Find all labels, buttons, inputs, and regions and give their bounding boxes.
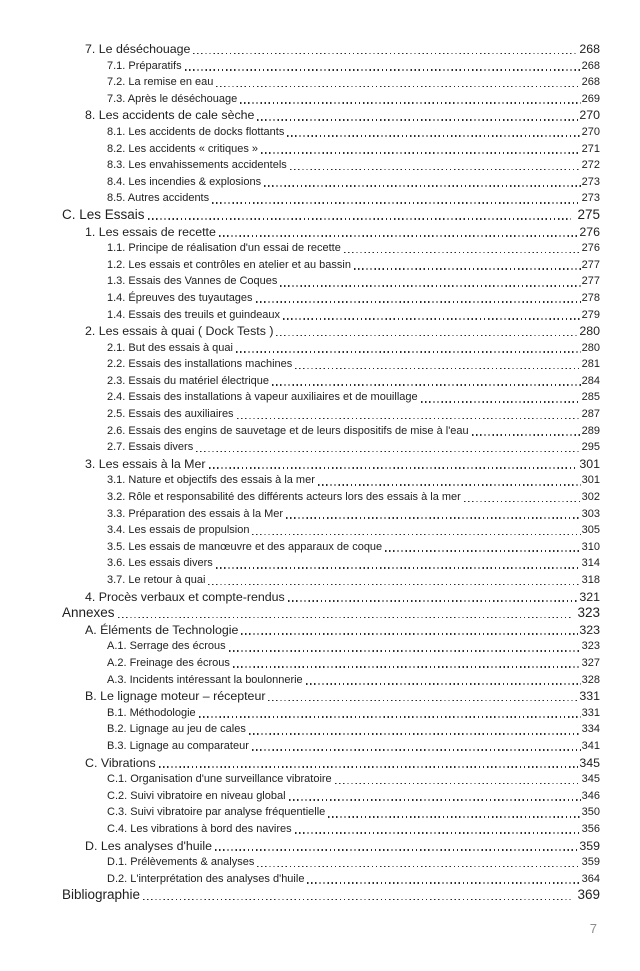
- toc-leader-dots: [219, 235, 578, 237]
- toc-entry-page: 356: [581, 822, 600, 835]
- toc-leader-dots: [193, 53, 578, 55]
- toc-leader-dots: [261, 152, 581, 154]
- toc-entry-page: 369: [577, 887, 600, 903]
- toc-entry-label: A. Éléments de Technologie: [85, 622, 239, 637]
- toc-entry-label: 8.2. Les accidents « critiques »: [107, 142, 259, 155]
- toc-entry-label: Annexes: [62, 605, 115, 621]
- toc-leader-dots: [159, 766, 579, 768]
- toc-leader-dots: [268, 700, 578, 702]
- toc-entry: [62, 323, 600, 340]
- toc-entry-page: 305: [581, 524, 600, 537]
- toc-entry: [62, 389, 600, 406]
- toc-entry: [62, 838, 600, 855]
- toc-entry-label: 8.4. Les incendies & explosions: [107, 175, 262, 188]
- toc-entry-page: 341: [581, 739, 600, 752]
- toc-entry: [62, 439, 600, 456]
- toc-entry-label: C.3. Suivi vibratoire par analyse fréquentielle: [107, 806, 326, 819]
- toc-leader-dots: [272, 384, 581, 386]
- toc-entry: [62, 273, 600, 290]
- toc-entry: [62, 738, 600, 755]
- toc-entry: [62, 721, 600, 738]
- toc-entry-label: 2.7. Essais divers: [107, 441, 194, 454]
- toc-entry: [62, 423, 600, 440]
- toc-entry-page: 271: [581, 142, 600, 155]
- toc-list: [62, 41, 600, 904]
- toc-entry-label: D.2. L'interprétation des analyses d'huile: [107, 872, 305, 885]
- toc-entry-label: 8.3. Les envahissements accidentels: [107, 159, 287, 172]
- toc-entry-label: 4. Procès verbaux et compte-rendus: [85, 589, 285, 604]
- toc-entry-label: A.1. Serrage des écrous: [107, 640, 226, 653]
- toc-entry-page: 323: [581, 640, 600, 653]
- toc-leader-dots: [335, 783, 581, 785]
- toc-entry: [62, 555, 600, 572]
- toc-entry-page: 345: [581, 773, 600, 786]
- toc-entry-page: 364: [581, 872, 600, 885]
- toc-entry: [62, 605, 600, 622]
- toc-entry: [62, 58, 600, 75]
- toc-entry-page: 321: [579, 589, 600, 604]
- toc-entry-label: 3. Les essais à la Mer: [85, 456, 206, 471]
- toc-leader-dots: [264, 185, 581, 187]
- toc-entry-page: 314: [581, 557, 600, 570]
- toc-leader-dots: [216, 567, 581, 569]
- toc-entry-page: 303: [581, 507, 600, 520]
- toc-leader-dots: [354, 268, 581, 270]
- toc-entry: [62, 522, 600, 539]
- toc-entry-page: 277: [581, 275, 600, 288]
- toc-leader-dots: [236, 351, 581, 353]
- toc-entry-page: 275: [577, 206, 600, 222]
- toc-entry-label: 8.1. Les accidents de docks flottants: [107, 125, 285, 138]
- toc-entry: [62, 755, 600, 772]
- toc-entry: [62, 307, 600, 324]
- toc-leader-dots: [385, 550, 580, 552]
- toc-entry: [62, 622, 600, 639]
- toc-entry: [62, 589, 600, 606]
- toc-entry: [62, 257, 600, 274]
- toc-leader-dots: [283, 318, 581, 320]
- toc-entry-label: 2.6. Essais des engins de sauvetage et de leurs dispositifs de mise à l'eau: [107, 424, 469, 437]
- toc-leader-dots: [286, 517, 581, 519]
- toc-entry: [62, 224, 600, 241]
- toc-leader-dots: [252, 534, 580, 536]
- toc-leader-dots: [290, 169, 581, 171]
- toc-entry-label: D.1. Prélèvements & analyses: [107, 856, 255, 869]
- toc-entry-page: 328: [581, 673, 600, 686]
- toc-entry-page: 331: [581, 706, 600, 719]
- toc-leader-dots: [148, 218, 572, 220]
- toc-entry-label: 2.1. But des essais à quai: [107, 341, 233, 354]
- toc-entry-page: 273: [581, 175, 600, 188]
- toc-entry-label: 1.2. Les essais et contrôles en atelier et au bassin: [107, 258, 351, 271]
- toc-entry-label: 8.5. Autres accidents: [107, 192, 210, 205]
- toc-entry-label: B.1. Méthodologie: [107, 706, 196, 719]
- toc-entry-label: 7.1. Préparatifs: [107, 59, 182, 72]
- toc-entry-page: 281: [581, 358, 600, 371]
- toc-leader-dots: [216, 86, 580, 88]
- toc-entry: [62, 207, 600, 224]
- toc-entry: [62, 373, 600, 390]
- toc-entry-page: 310: [581, 540, 600, 553]
- toc-entry-page: 268: [581, 76, 600, 89]
- toc-entry-label: 2.3. Essais du matériel électrique: [107, 374, 270, 387]
- toc-leader-dots: [295, 832, 581, 834]
- toc-entry-label: A.2. Freinage des écrous: [107, 656, 230, 669]
- toc-leader-dots: [252, 749, 581, 751]
- toc-leader-dots: [233, 666, 581, 668]
- toc-entry-label: C. Vibrations: [85, 755, 156, 770]
- toc-entry: [62, 456, 600, 473]
- toc-entry-page: 280: [581, 341, 600, 354]
- toc-entry: [62, 506, 600, 523]
- toc-entry-page: 268: [581, 59, 600, 72]
- toc-entry: [62, 572, 600, 589]
- toc-leader-dots: [289, 799, 581, 801]
- toc-entry-label: 1.1. Principe de réalisation d'un essai de recette: [107, 242, 341, 255]
- toc-entry-page: 301: [581, 474, 600, 487]
- toc-leader-dots: [118, 617, 572, 619]
- toc-leader-dots: [257, 119, 578, 121]
- toc-entry-page: 350: [581, 806, 600, 819]
- toc-entry: [62, 124, 600, 141]
- toc-entry: [62, 489, 600, 506]
- toc-entry-label: 1.4. Épreuves des tuyautages: [107, 291, 253, 304]
- toc-entry-page: 279: [581, 308, 600, 321]
- toc-entry-label: B. Le lignage moteur – récepteur: [85, 689, 266, 704]
- toc-leader-dots: [287, 135, 580, 137]
- toc-entry: [62, 107, 600, 124]
- toc-entry: [62, 854, 600, 871]
- toc-entry-label: 7.3. Après le déséchouage: [107, 92, 238, 105]
- toc-entry-page: 280: [579, 324, 600, 339]
- toc-entry: [62, 356, 600, 373]
- toc-entry-page: 269: [581, 92, 600, 105]
- toc-leader-dots: [307, 882, 580, 884]
- toc-leader-dots: [208, 584, 580, 586]
- toc-entry-page: 284: [581, 374, 600, 387]
- toc-entry-label: 1. Les essais de recette: [85, 224, 216, 239]
- toc-entry: [62, 141, 600, 158]
- toc-entry-page: 277: [581, 258, 600, 271]
- toc-entry-label: C.2. Suivi vibratoire en niveau global: [107, 789, 286, 802]
- toc-entry: [62, 821, 600, 838]
- toc-leader-dots: [421, 401, 581, 403]
- toc-entry: [62, 804, 600, 821]
- toc-leader-dots: [199, 716, 581, 718]
- toc-leader-dots: [209, 467, 579, 469]
- toc-entry: [62, 672, 600, 689]
- toc-entry: [62, 771, 600, 788]
- toc-entry-page: 323: [577, 605, 600, 621]
- toc-entry-page: 295: [581, 441, 600, 454]
- toc-entry-page: 276: [581, 242, 600, 255]
- toc-entry-page: 273: [581, 192, 600, 205]
- toc-entry-label: B.2. Lignage au jeu de cales: [107, 723, 246, 736]
- toc-leader-dots: [257, 866, 580, 868]
- toc-entry: [62, 74, 600, 91]
- toc-leader-dots: [215, 849, 578, 851]
- toc-leader-dots: [237, 418, 581, 420]
- toc-entry-page: 285: [581, 391, 600, 404]
- toc-leader-dots: [344, 252, 581, 254]
- toc-leader-dots: [241, 633, 578, 635]
- toc-entry-page: 334: [581, 723, 600, 736]
- toc-entry: [62, 290, 600, 307]
- toc-entry-page: 323: [579, 622, 600, 637]
- toc-leader-dots: [328, 816, 580, 818]
- toc-leader-dots: [464, 501, 581, 503]
- toc-entry: [62, 91, 600, 108]
- toc-entry-label: 1.3. Essais des Vannes de Coques: [107, 275, 278, 288]
- toc-entry-label: Bibliographie: [62, 887, 141, 903]
- toc-leader-dots: [288, 600, 579, 602]
- toc-entry: [62, 340, 600, 357]
- toc-leader-dots: [229, 650, 581, 652]
- toc-entry-page: 302: [581, 491, 600, 504]
- page-number: 7: [589, 921, 597, 936]
- toc-entry-page: 346: [581, 789, 600, 802]
- toc-entry-label: 2.2. Essais des installations machines: [107, 358, 293, 371]
- toc-entry: [62, 638, 600, 655]
- toc-entry-label: 8. Les accidents de cale sèche: [85, 108, 255, 123]
- toc-entry: [62, 788, 600, 805]
- toc-entry-label: 7.2. La remise en eau: [107, 76, 214, 89]
- toc-entry-page: 359: [579, 838, 600, 853]
- toc-entry-label: 3.5. Les essais de manœuvre et des apparaux de coque: [107, 540, 383, 553]
- toc-entry: [62, 539, 600, 556]
- toc-entry: [62, 871, 600, 888]
- toc-entry-page: 276: [579, 224, 600, 239]
- toc-entry: [62, 240, 600, 257]
- toc-entry: [62, 472, 600, 489]
- toc-entry-label: 3.2. Rôle et responsabilité des différents acteurs lors des essais à la mer: [107, 491, 461, 504]
- toc-entry-page: 272: [581, 159, 600, 172]
- toc-entry-label: 3.6. Les essais divers: [107, 557, 213, 570]
- toc-entry-label: 2. Les essais à quai ( Dock Tests ): [85, 324, 274, 339]
- toc-entry: [62, 41, 600, 58]
- toc-leader-dots: [318, 484, 581, 486]
- toc-entry-label: C. Les Essais: [62, 206, 145, 222]
- toc-entry-label: C.4. Les vibrations à bord des navires: [107, 822, 292, 835]
- toc-entry-label: D. Les analyses d'huile: [85, 838, 213, 853]
- toc-leader-dots: [256, 301, 581, 303]
- toc-leader-dots: [295, 368, 580, 370]
- toc-leader-dots: [212, 202, 581, 204]
- toc-entry: [62, 157, 600, 174]
- toc-leader-dots: [196, 451, 580, 453]
- toc-entry-label: 3.3. Préparation des essais à la Mer: [107, 507, 284, 520]
- toc-leader-dots: [185, 69, 581, 71]
- toc-leader-dots: [280, 285, 580, 287]
- toc-entry-page: 327: [581, 656, 600, 669]
- toc-entry: [62, 688, 600, 705]
- toc-entry: [62, 174, 600, 191]
- toc-entry-label: 3.7. Le retour à quai: [107, 574, 206, 586]
- toc-leader-dots: [306, 683, 581, 685]
- toc-leader-dots: [143, 899, 571, 901]
- toc-entry: [62, 705, 600, 722]
- toc-entry-page: 331: [579, 689, 600, 704]
- toc-leader-dots: [249, 733, 581, 735]
- toc-entry-label: 7. Le déséchouage: [85, 42, 191, 56]
- toc-entry-page: 289: [581, 424, 600, 437]
- toc-entry-label: 3.4. Les essais de propulsion: [107, 524, 250, 537]
- toc-entry-page: 268: [579, 42, 600, 56]
- toc-entry: [62, 887, 600, 904]
- toc-entry: [62, 406, 600, 423]
- toc-entry-page: 301: [579, 456, 600, 471]
- toc-entry-label: C.1. Organisation d'une surveillance vibratoire: [107, 773, 332, 786]
- toc-entry-label: 3.1. Nature et objectifs des essais à la mer: [107, 474, 315, 487]
- toc-entry-page: 359: [581, 856, 600, 869]
- toc-entry-label: 1.4. Essais des treuils et guindeaux: [107, 308, 281, 321]
- toc-leader-dots: [240, 102, 580, 104]
- toc-entry-page: 318: [581, 574, 600, 586]
- toc-entry-page: 270: [581, 125, 600, 138]
- toc-entry-label: B.3. Lignage au comparateur: [107, 739, 249, 752]
- toc-entry-page: 345: [579, 755, 600, 770]
- toc-entry: [62, 190, 600, 207]
- toc-leader-dots: [276, 335, 578, 337]
- toc-entry-label: 2.4. Essais des installations à vapeur auxiliaires et de mouillage: [107, 391, 418, 404]
- toc-entry-label: A.3. Incidents intéressant la boulonnerie: [107, 673, 303, 686]
- toc-leader-dots: [472, 434, 581, 436]
- toc-entry: [62, 655, 600, 672]
- toc-entry-page: 278: [581, 291, 600, 304]
- toc-entry-page: 270: [579, 108, 600, 123]
- toc-entry-label: 2.5. Essais des auxiliaires: [107, 408, 234, 421]
- toc-entry-page: 287: [581, 408, 600, 421]
